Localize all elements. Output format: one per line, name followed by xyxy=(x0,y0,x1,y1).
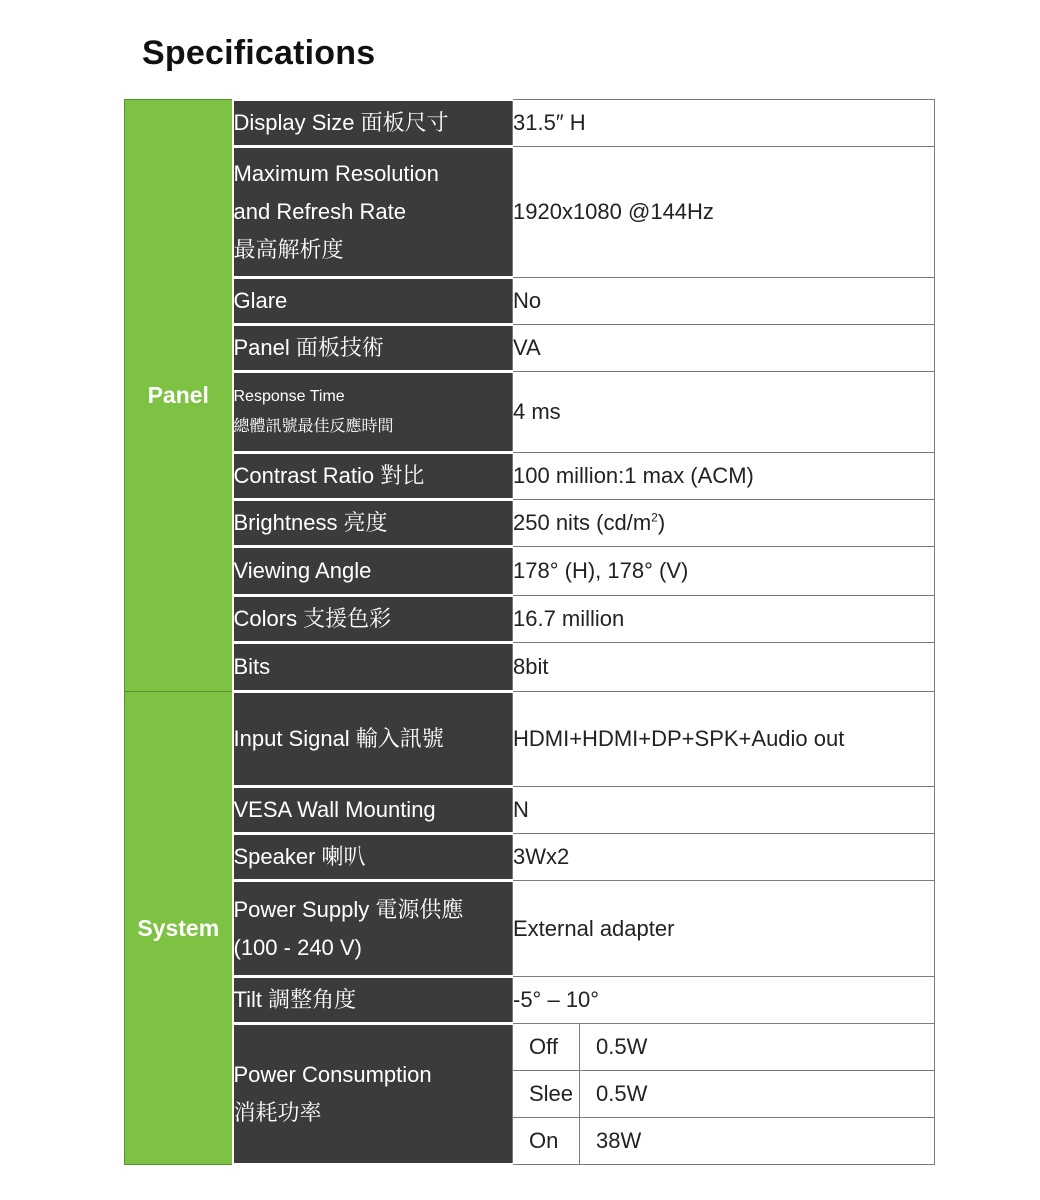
power-mode-label: Slee xyxy=(513,1071,580,1118)
viewing-angle-label: Viewing Angle xyxy=(233,547,513,596)
power-mode-label: Off xyxy=(513,1024,580,1071)
table-row xyxy=(125,692,935,787)
max-resolution-label xyxy=(233,147,513,278)
brightness-value xyxy=(513,500,935,547)
max-resolution-label-line2: and Refresh Rate xyxy=(233,199,406,224)
vesa-label: VESA Wall Mounting xyxy=(233,787,513,834)
power-consumption-subtable xyxy=(513,1024,934,1164)
table-row xyxy=(125,453,935,500)
table-row xyxy=(125,787,935,834)
power-supply-label xyxy=(233,881,513,977)
power-supply-label-line1: Power Supply 電源供應 xyxy=(233,896,464,922)
table-row xyxy=(125,834,935,881)
max-resolution-label-line1: Maximum Resolution xyxy=(233,161,439,186)
bits-label: Bits xyxy=(233,643,513,692)
power-mode-watt: 0.5W xyxy=(580,1024,935,1071)
brightness-value-main: 250 nits (cd/m xyxy=(513,510,652,535)
bits-value: 8bit xyxy=(513,643,935,692)
power-supply-value: External adapter xyxy=(513,881,935,977)
colors-value: 16.7 million xyxy=(513,596,935,643)
table-row xyxy=(125,881,935,977)
table-row xyxy=(125,278,935,325)
panel-value: VA xyxy=(513,325,935,372)
vesa-value: N xyxy=(513,787,935,834)
power-mode-row xyxy=(513,1071,934,1118)
display-size-label: Display Size 面板尺寸 xyxy=(233,100,513,147)
table-row xyxy=(125,500,935,547)
group-panel: Panel xyxy=(125,100,233,692)
power-supply-label-line2: (100 - 240 V) xyxy=(233,934,362,960)
power-consumption-label-line2: 消耗功率 xyxy=(233,1100,322,1125)
input-signal-label: Input Signal 輸入訊號 xyxy=(233,692,513,787)
speaker-label: Speaker 喇叭 xyxy=(233,834,513,881)
table-row xyxy=(125,325,935,372)
response-time-value: 4 ms xyxy=(513,372,935,453)
power-mode-row xyxy=(513,1118,934,1165)
power-mode-label: On xyxy=(513,1118,580,1165)
power-mode-watt: 0.5W xyxy=(580,1071,935,1118)
glare-label: Glare xyxy=(233,278,513,325)
table-row xyxy=(125,147,935,278)
page-title: Specifications xyxy=(142,34,376,72)
response-time-label-line2: 總體訊號最佳反應時間 xyxy=(233,418,394,435)
contrast-ratio-value: 100 million:1 max (ACM) xyxy=(513,453,935,500)
display-size-value: 31.5″ H xyxy=(513,100,935,147)
table-row xyxy=(125,977,935,1024)
colors-label: Colors 支援色彩 xyxy=(233,596,513,643)
table-row xyxy=(125,1024,935,1165)
tilt-label: Tilt 調整角度 xyxy=(233,977,513,1024)
response-time-label-line1: Response Time xyxy=(233,388,345,405)
viewing-angle-value: 178° (H), 178° (V) xyxy=(513,547,935,596)
power-consumption-label-line1: Power Consumption xyxy=(233,1062,432,1087)
tilt-value: -5° – 10° xyxy=(513,977,935,1024)
table-row xyxy=(125,643,935,692)
table-row xyxy=(125,100,935,147)
power-mode-row xyxy=(513,1024,934,1071)
input-signal-value: HDMI+HDMI+DP+SPK+Audio out xyxy=(513,692,935,787)
speaker-value: 3Wx2 xyxy=(513,834,935,881)
panel-label: Panel 面板技術 xyxy=(233,325,513,372)
power-consumption-label xyxy=(233,1024,513,1165)
contrast-ratio-label: Contrast Ratio 對比 xyxy=(233,453,513,500)
response-time-label xyxy=(233,372,513,453)
glare-value: No xyxy=(513,278,935,325)
brightness-value-superscript: 2 xyxy=(651,510,658,525)
table-row xyxy=(125,372,935,453)
power-mode-watt: 38W xyxy=(596,1128,642,1153)
brightness-value-close: ) xyxy=(657,510,666,535)
max-resolution-label-line3: 最高解析度 xyxy=(233,237,344,262)
specifications-table xyxy=(124,98,935,1166)
power-consumption-values xyxy=(513,1024,935,1165)
brightness-label: Brightness 亮度 xyxy=(233,500,513,547)
table-row xyxy=(125,547,935,596)
table-row xyxy=(125,596,935,643)
group-system: System xyxy=(125,692,233,1165)
max-resolution-value: 1920x1080 @144Hz xyxy=(513,147,935,278)
